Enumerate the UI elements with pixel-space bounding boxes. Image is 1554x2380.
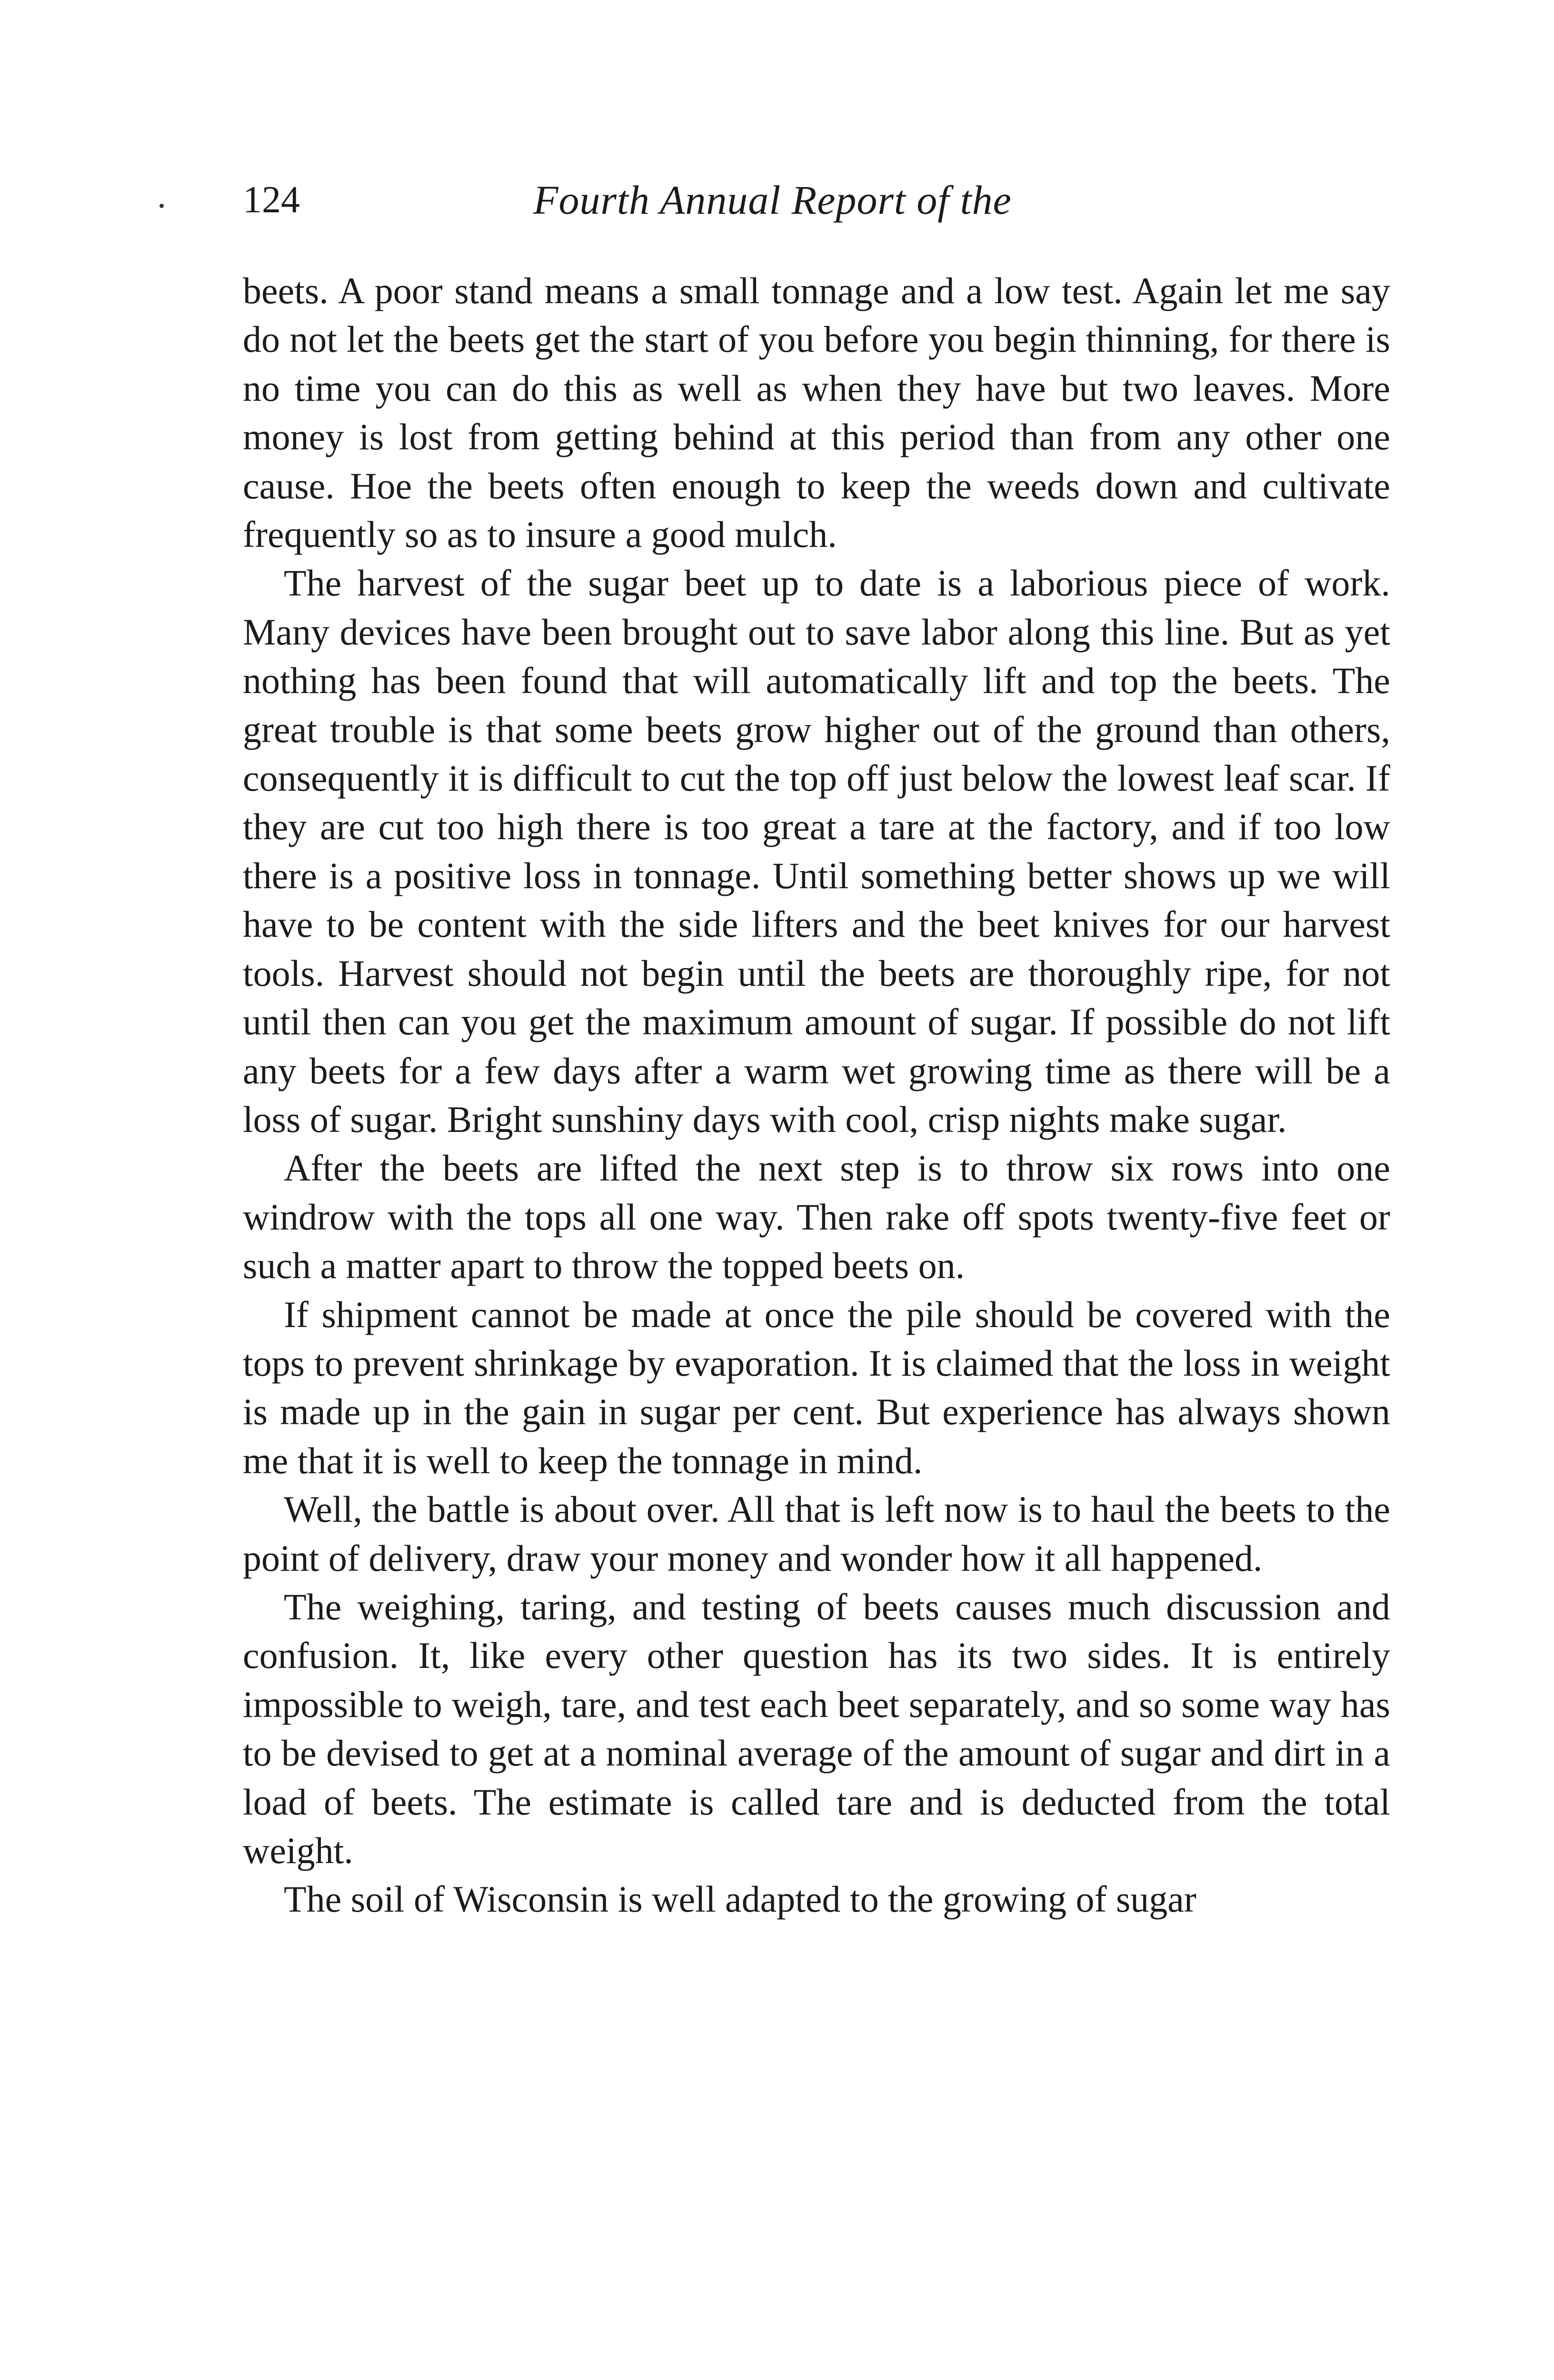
paragraph-7: The soil of Wisconsin is well adapted to the growing of sugar	[284, 1878, 1196, 1920]
paragraph-1: beets. A poor stand means a small tonnage and a low test. Again let me say do not let the beets get the start of you before you begin thinning, for there is no time you can do this as well as when they have but two leaves. More money is lost from getting behind at this period than from any other one cause. Hoe the beets often enough to keep the weeds down and cultivate frequently so as to insure a good mulch.	[243, 270, 1390, 555]
body-text	[243, 267, 1390, 1924]
paragraph-6: The weighing, taring, and testing of beets causes much discussion and confusion. It, like every other question has its two sides. It is entirely impossible to weigh, tare, and test each beet separately, and so some way has to be devised to get at a nominal average of the amount of sugar and dirt in a load of beets. The estimate is called tare and is deducted from the total weight.	[243, 1586, 1390, 1871]
page-number: 124	[243, 179, 300, 221]
paragraph-5: Well, the battle is about over. All that is left now is to haul the beets to the point of delivery, draw your money and wonder how it all happened.	[243, 1488, 1390, 1579]
paragraph-2: The harvest of the sugar beet up to date is a laborious piece of work. Many devices have been brought out to save labor along this line. But as yet nothing has been found that will automatically lift and top the beets. The great trouble is that some beets grow higher out of the ground than others, consequently it is difficult to cut the top off just below the lowest leaf scar. If they are cut too high there is too great a tare at the factory, and if too low there is a positive loss in tonnage. Until something better shows up we will have to be content with the side lifters and the beet knives for our harvest tools. Harvest should not begin until the beets are thoroughly ripe, for not until then can you get the maximum amount of sugar. If possible do not lift any beets for a few days after a warm wet growing time as there will be a loss of sugar. Bright sunshiny days with cool, crisp nights make sugar.	[243, 562, 1390, 1140]
paragraph-4: If shipment cannot be made at once the pile should be covered with the tops to prevent shrinkage by evaporation. It is claimed that the loss in weight is made up in the gain in sugar per cent. But experience has always shown me that it is well to keep the tonnage in mind.	[243, 1293, 1390, 1481]
page-header	[243, 171, 1385, 243]
running-title: Fourth Annual Report of the	[533, 177, 1012, 223]
paragraph-3: After the beets are lifted the next step is to throw six rows into one windrow with the tops all one way. Then rake off spots twenty-five feet or such a matter apart to throw the topped beets on.	[243, 1147, 1390, 1287]
margin-speck	[159, 204, 164, 208]
